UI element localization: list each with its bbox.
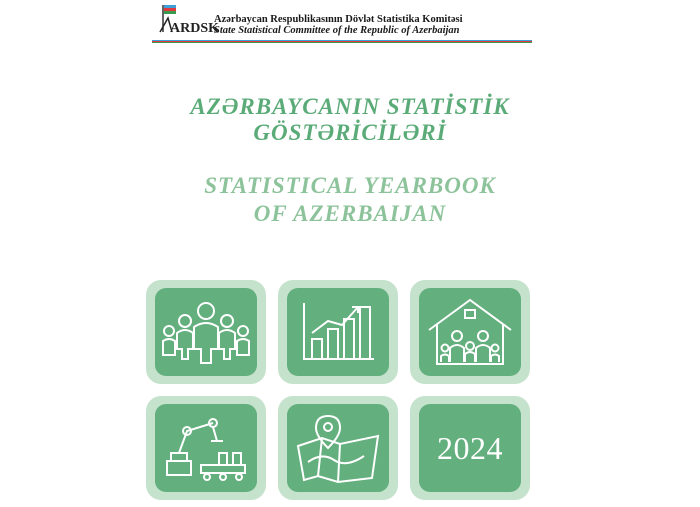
icon-grid: [144, 280, 536, 502]
organization-name: [214, 14, 463, 36]
bar-chart-icon: [298, 299, 378, 365]
org-name-az: Azərbaycan Respublikasının Dövlət Statistika Komitəsi: [214, 14, 463, 25]
title-azerbaijani: [0, 94, 700, 146]
tile-households: [410, 280, 530, 384]
committee-logo-icon: [158, 4, 220, 36]
title-az-line1: AZƏRBAYCANIN STATİSTİK: [190, 94, 510, 119]
title-en-line1: STATISTICAL YEARBOOK: [204, 173, 496, 198]
title-en-line2: OF AZERBAIJAN: [253, 201, 447, 226]
people-icon: [161, 297, 251, 367]
flag-divider: [152, 40, 532, 43]
tile-industry: [146, 396, 266, 500]
industrial-robot-icon: [161, 413, 251, 483]
map-pin-icon: [294, 412, 382, 484]
tile-year: [410, 396, 530, 500]
year-label: 2024: [437, 429, 503, 466]
title-az-line2: GÖSTƏRİCİLƏRİ: [253, 120, 447, 145]
title-english: [0, 172, 700, 228]
family-house-icon: [425, 296, 515, 368]
org-name-en: State Statistical Committee of the Republic of Azerbaijan: [214, 25, 460, 36]
tile-regions: [278, 396, 398, 500]
header: [152, 4, 532, 42]
svg-text:ARDSK: ARDSK: [170, 21, 220, 36]
tile-population: [146, 280, 266, 384]
tile-economy: [278, 280, 398, 384]
